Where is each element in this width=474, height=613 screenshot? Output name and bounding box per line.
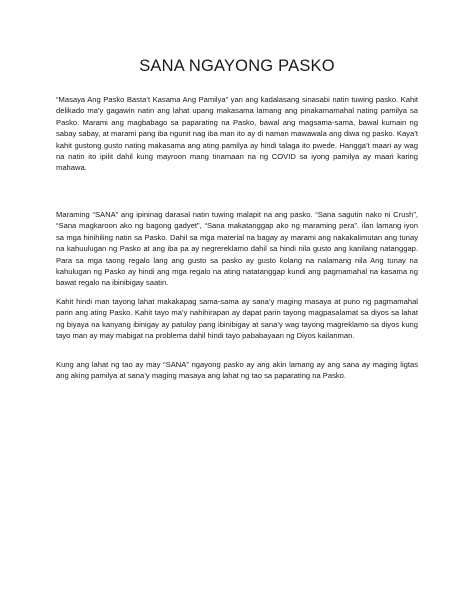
paragraph-3: Kahit hindi man tayong lahat makakapag sama-sama ay sana’y maging masaya at puno ng pagmamahal parin ang ating Pasko. Kahit tayo ma’y nahihirapan ay dapat parin tayong magpasalamat sa diyos sa lahat ng biyaya na kanyang ibinigay ay patuloy pang ibinibigay at sana’y wag tayong magreklamo sa diyos kung tayo man ay may mabigat na problema dahil hindi tayo pababayaan ng Diyos kailanman. (56, 297, 418, 341)
document-title: SANA NGAYONG PASKO (139, 57, 335, 75)
paragraph-2: Maraming “SANA” ang ipininag darasal natin tuwing malapit na ang pasko. “Sana sagutin nako ni Crush”, “Sana magkaroon ako ng bagong gadyet”, “Sana makatanggap ako ng maraming pera”. ilan lamang iyon sa mga hinihiling natin sa Pasko. Dahil sa mga material na bagay ay marami ang nakakalimutan ang tunay na kahuulugan ng Pasko at ang iba pa ay negrereklamo dahil sa hindi nila gusto ang kanilang natanggap. Para sa mga taong regalo lang ang gusto sa pasko ay gusto kolang na nalamang nila Ang tunay na kahulugan ng Pasko ay hindi ang mga regalo na ating natatanggap kundi ang pagmamahal na kasama ng bawat regalo na ibinibigay saatin. (56, 210, 418, 288)
paragraph-1: “Masaya Ang Pasko Basta’t Kasama Ang Pamilya” yan ang kadalasang sinasabi natin tuwing pasko. Kahit delikado ma’y gagawin natin ang lahat upang makasama lamang ang pinakamamahal nating pamilya sa Pasko. Marami ang magbabago sa paparating na Pasko, bawal ang magsama-sama, bawal kumain ng sabay sabay, at marami pang iba ngunit nag iba man ito ay di naman mawawala ang diwa ng pasko. Kaya’t kahit gustong gusto nating makasama ang ating pamilya ay hindi talaga ito pwede. Hangga’t maari ay wag na natin ito ipilit dahil kung mayroon mang tinamaan na ng COVID sa iyong pamilya ay maari karing mahawa. (56, 95, 418, 173)
paragraph-4: Kung ang lahat ng tao ay may “SANA” ngayong pasko ay ang akin lamang ay ang sana ay maging ligtas ang aking pamilya at sana’y maging masaya ang lahat ng tao sa paparating na Pasko. (56, 360, 418, 381)
